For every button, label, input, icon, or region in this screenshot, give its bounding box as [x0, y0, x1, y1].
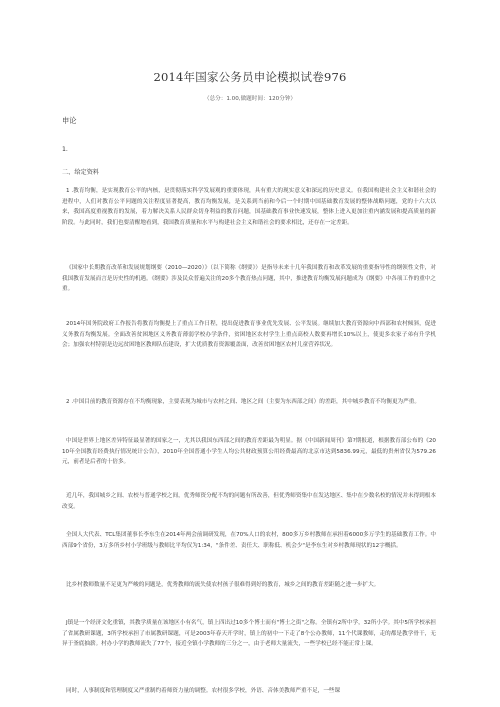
document-title: 2014年国家公务员申论模拟试卷976: [153, 70, 347, 84]
section-heading: 申论: [62, 116, 77, 125]
paragraph-5: 中国是世界上地区差异特征最显著的国家之一，尤其以我国东西部之间的教育差距最为明显。据《中国新闻周刊》第?期报道，根据教育部公布的《2010年全国教育经费执行情况统计公告》，2010年全国普通小学生人均公共财政预算公用经费最高的北京市达到5836.99元，最低的贵州省仅为579.26元，前者是后者的十倍多。: [62, 438, 436, 465]
exam-meta: （总分：1.00,做题时间：120分钟）: [203, 96, 297, 102]
paragraph-9: J镇是一个经济文化重镇，其教学质量在该地区小有名气，镇上四出过10多个博士而有"博士之街"之称。全镇有2所中学，32所小学。其中5所学校承担了省属教研课题，3所学校承担了市属教研课题，可是2003年春天开学时，镇上的初中一下走了8个公办教师，11个代课教师，走的都是教学骨干，无异于釜底抽薪。村办小学的教师流失了77个，接近全镇小学教师的三分之一，由于老师大量流失，一些学校已经不能正常上课。: [62, 620, 436, 647]
paragraph-8: 比乡村教师数量不足更为严峻的问题是，优秀教师的流失使农村孩子很难得到好的教育，城乡之间的教育差距随之进一步扩大。: [66, 582, 380, 588]
paragraph-3: 2014年国务院政府工作报告将教育均衡提上了重点工作日程，提出促进教育事业优先发展、公平发展。继续加大教育资源向中西部和农村倾斜，促进义务教育均衡发展。全面改善贫困地区义务教育薄弱学校办学条件，贫困地区农村学生上重点高校人数要再增长10%以上，使更多农家子弟有升学机会；加强农村特别是边远贫困地区教师队伍建设，扩大优质教育资源覆盖面，改善贫困地区农村儿童营养状况。: [62, 321, 436, 348]
item-number: 1.: [62, 146, 68, 153]
paragraph-1: 1 .教育均衡，是实现教育公平的内核，是贯彻落实科学发展观的重要体现，具有重大的现实意义和深远的历史意义。在我国构建社会主义和谐社会的进程中，人们对教育公平问题的关注程度显著提高，教育均衡发展，是关系到当前和今后一个时期中国基础教育发展的整体战略问题，党的十六大以来，我国高度重视教育的发展，着力解决关系人民群众切身利益的教育问题，国基础教育事业快速发展，整体上进入更加注重内涵发展和提高质量的新阶段。与此同时，我们也要清醒地看到，我国教育质量和水平与构建社会主义和谐社会的要求相比，还存在一定差距。: [62, 188, 436, 226]
paragraph-10: 同时，人事制度和管理制度又严重制约着师资力量的调整。农村很多学校，外语、音体美教师严重不足，一些课: [66, 688, 341, 694]
paragraph-7: 全国人大代表、TCL集团董事长李东生在2014年两会前调研发现，在70%人口的农村，800多万乡村教师在承担着6000多万学生的基础教育工作。中西部9个省份，3万多所乡村小学班级与教师比平均仅为1:34，"条件差、责任大、职称低、机会少"是李东生对乡村教师现状的12字概括。: [62, 532, 436, 549]
materials-heading: 二、给定资料: [62, 169, 100, 176]
paragraph-4: 2 .中国目前的教育资源存在不均衡现象，主要表现为城市与农村之间、地区之间（主要为东西部之间）的差距，其中城乡教育不均衡更为严重。: [66, 399, 420, 405]
paragraph-6: 近几年，我国城乡之间、农校与普通学校之间，优秀师资分配不均的问题有所改善，但优秀师资集中在发达地区、集中在少数名校的情况并未得到根本改变。: [62, 493, 436, 510]
paragraph-2: 《国家中长期教育改革和发展规划纲要（2010—2020）》（以下简称《纲要》）是指导未来十几年我国教育和改革发展的重要指导性的纲领性文件，对我国教育发展而言是历史性的机遇。《纲要》涉及民众普遍关注的20多个教育热点问题，其中，推进教育均衡发展问题成为《纲要》中各项工作的重中之重。: [62, 265, 436, 292]
